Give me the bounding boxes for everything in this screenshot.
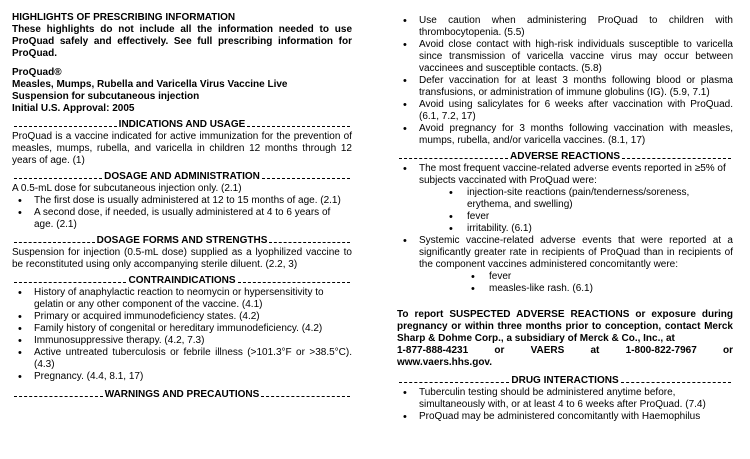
sub-list-item: • fever: [419, 271, 733, 283]
list-item: • The first dose is usually administered at 12 to 15 months of age. (2.1): [12, 195, 352, 207]
list-item: • History of anaphylactic reaction to neomycin or hypersensitivity to gelatin or any other component of the vaccine. (4.1): [12, 287, 352, 311]
sub-list-item: • measles-like rash. (6.1): [419, 283, 733, 295]
left-column: [12, 12, 352, 401]
list-item: • Avoid using salicylates for 6 weeks after vaccination with ProQuad. (6.1, 7.2, 17): [397, 99, 733, 123]
vaers-phone: 1-800-822-7967: [625, 345, 697, 356]
list-item: • Avoid pregnancy for 3 months following vaccination with measles, mumps, rubella, and/or varicella vaccines. (8.1, 17): [397, 123, 733, 147]
section-heading-dosage-forms: DOSAGE FORMS AND STRENGTHS: [12, 235, 352, 247]
report-or-2: or: [722, 345, 733, 356]
product-name: ProQuad®: [12, 67, 62, 78]
highlights-intro: These highlights do not include all the information needed to use ProQuad safely and effectively. See full prescribing information for ProQuad.: [12, 24, 352, 59]
dosage-list: [12, 195, 352, 231]
list-item: [397, 163, 733, 235]
right-column: [397, 15, 733, 423]
report-text: To report SUSPECTED ADVERSE REACTIONS or exposure during pregnancy or within three months prior to conception, contact Merck Sharp & Dohme Corp., a subsidiary of Merck & Co., Inc., at: [397, 309, 733, 344]
contraindications-list: [12, 287, 352, 383]
interactions-list: [397, 387, 733, 423]
warnings-list: [397, 15, 733, 147]
list-item: • Immunosuppressive therapy. (4.2, 7.3): [12, 335, 352, 347]
section-heading-contraindications: CONTRAINDICATIONS: [12, 275, 352, 287]
section-heading-warnings: WARNINGS AND PRECAUTIONS: [12, 389, 352, 401]
merck-phone: 1-877-888-4231: [397, 345, 469, 356]
section-heading-drug-interactions: DRUG INTERACTIONS: [397, 375, 733, 387]
section-heading-dosage: DOSAGE AND ADMINISTRATION: [12, 171, 352, 183]
sub-list-item: • injection-site reactions (pain/tenderness/soreness, erythema, and swelling): [419, 187, 733, 211]
report-at: at: [590, 345, 600, 356]
list-item: • Primary or acquired immunodeficiency states. (4.2): [12, 311, 352, 323]
list-item: • Pregnancy. (4.4, 8.1, 17): [12, 371, 352, 383]
section-heading-indications: INDICATIONS AND USAGE: [12, 119, 352, 131]
report-adverse-reactions: [397, 309, 733, 369]
section-heading-adverse-reactions: ADVERSE REACTIONS: [397, 151, 733, 163]
sub-list-item: • fever: [419, 211, 733, 223]
list-item: [397, 235, 733, 295]
list-item: • Defer vaccination for at least 3 months following blood or plasma transfusions, or administration of immune globulins (IG). (5.9, 7.1): [397, 75, 733, 99]
vaers-label: VAERS: [530, 345, 565, 356]
highlights-title: HIGHLIGHTS OF PRESCRIBING INFORMATION: [12, 12, 236, 23]
vaers-website-link[interactable]: www.vaers.hhs.gov.: [397, 357, 493, 368]
list-item: • A second dose, if needed, is usually administered at 4 to 6 years of age. (2.1): [12, 207, 352, 231]
report-contacts-row: [397, 345, 733, 357]
dosage-forms-text: Suspension for injection (0.5-mL dose) supplied as a lyophilized vaccine to be reconstituted using only accompanying sterile diluent. (2.2, 3): [12, 247, 352, 270]
list-item: • Avoid close contact with high-risk individuals susceptible to varicella since transmission of varicella vaccine virus may occur between vaccinees and susceptible contacts. (5.8): [397, 39, 733, 75]
adverse-item-text: The most frequent vaccine-related adverse events reported in ≥5% of subjects vaccinated with ProQuad were:: [419, 163, 726, 186]
list-item: • Family history of congenital or hereditary immunodeficiency. (4.2): [12, 323, 352, 335]
adverse-item-text: Systemic vaccine-related adverse events that were reported at a significantly greater rate in recipients of ProQuad than in recipients of the component vaccines administered concomitantly were:: [419, 235, 733, 270]
initial-approval: Initial U.S. Approval: 2005: [12, 103, 135, 114]
list-item: • Use caution when administering ProQuad to children with thrombocytopenia. (5.5): [397, 15, 733, 39]
product-description: Measles, Mumps, Rubella and Varicella Virus Vaccine Live: [12, 79, 288, 90]
sub-list-item: • irritability. (6.1): [419, 223, 733, 235]
list-item: • Active untreated tuberculosis or febrile illness (>101.3°F or >38.5°C). (4.3): [12, 347, 352, 371]
indications-text: ProQuad is a vaccine indicated for active immunization for the prevention of measles, mumps, rubella, and varicella in children 12 months through 12 years of age. (1): [12, 131, 352, 166]
product-form: Suspension for subcutaneous injection: [12, 91, 200, 102]
adverse-list: [397, 163, 733, 295]
list-item: • Tuberculin testing should be administered anytime before, simultaneously with, or at least 4 to 6 weeks after ProQuad. (7.4): [397, 387, 733, 411]
list-item: • ProQuad may be administered concomitantly with Haemophilus: [397, 411, 733, 423]
report-or: or: [494, 345, 505, 356]
dosage-intro: A 0.5-mL dose for subcutaneous injection only. (2.1): [12, 183, 242, 194]
